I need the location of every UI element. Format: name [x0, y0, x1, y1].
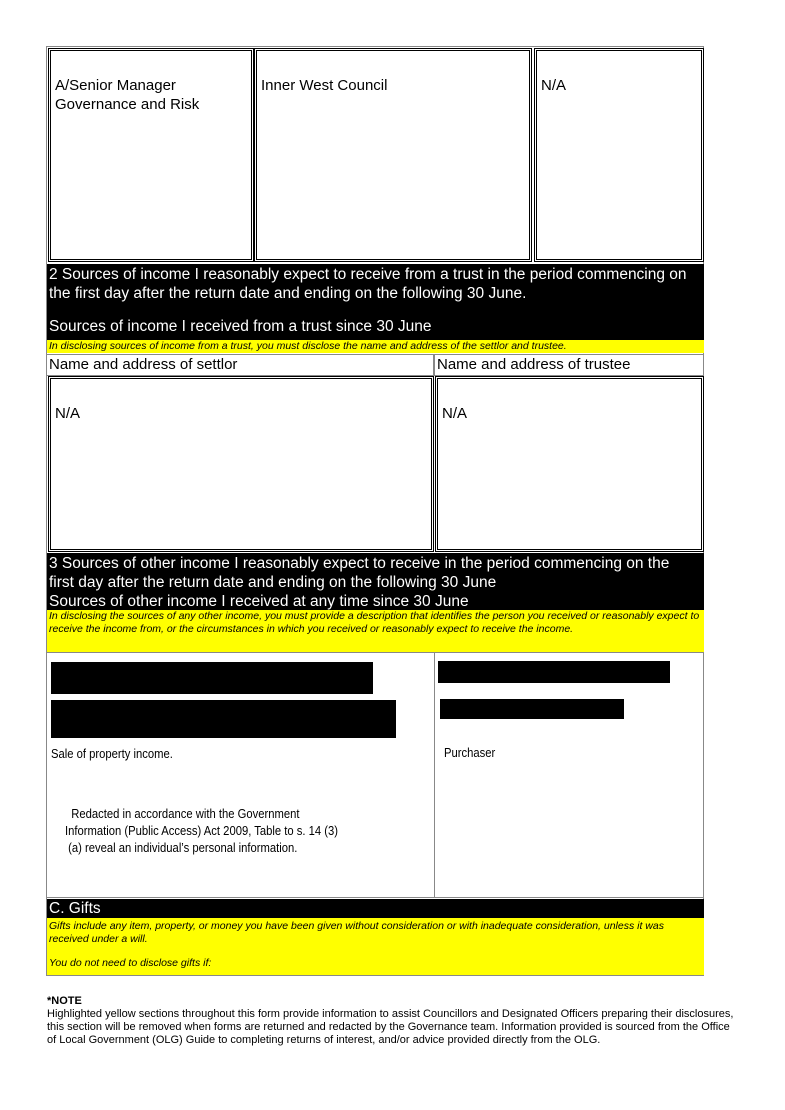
position-cell: [48, 48, 254, 262]
gifts-guidance: Gifts include any item, property, or money you have been given without consideration or with inadequate consideration, unless it was received under a will. You do not need to disclose gifts if:: [47, 918, 704, 975]
settlor-value: N/A: [55, 405, 81, 422]
section3-guidance: In disclosing the sources of any other income, you must provide a description that identifies the person you received or reasonably expect to receive the income from, or the circumstances in which you received or reasonably expect to receive the income.: [47, 610, 704, 652]
section2-heading-text: 2 Sources of income I reasonably expect to receive from a trust in the period commencing on the first day after the return date and ending on the following 30 June.: [49, 266, 687, 302]
gifts-heading: C. Gifts: [47, 899, 704, 918]
other-cell: [534, 48, 704, 262]
redaction-note: Redacted in accordance with the Government Information (Public Access) Act 2009, Table to s. 14 (3) (a) reveal an individual’s personal information.: [65, 807, 339, 855]
position-value: A/Senior Manager Governance and Risk: [55, 77, 200, 113]
section2-subheading: Sources of income I received from a trust since 30 June: [49, 318, 432, 335]
note-title: *NOTE: [47, 995, 82, 1007]
section2-heading: [47, 264, 704, 340]
settlor-value-cell: [48, 376, 434, 552]
other-value: N/A: [541, 77, 567, 94]
trustee-value: N/A: [442, 405, 468, 422]
income-source-label: Sale of property income.: [51, 747, 173, 761]
purchaser-label: Purchaser: [444, 746, 496, 760]
trustee-value-cell: [435, 376, 704, 552]
redaction-box: [440, 699, 624, 719]
settlor-column-header: Name and address of settlor: [46, 354, 434, 376]
council-value: Inner West Council: [261, 77, 388, 94]
section2-guidance: In disclosing sources of income from a trust, you must disclose the name and address of the settlor and trustee.: [47, 340, 704, 353]
note-block: [47, 995, 737, 1047]
trustee-column-header: Name and address of trustee: [434, 354, 704, 376]
note-body: Highlighted yellow sections throughout this form provide information to assist Councillors and Designated Officers preparing their disclosures, this section will be removed when forms are returned and redacted by the Governance team. Information provided is sourced from the Office of Local Government (OLG) Guide to completing returns of interest, and/or advice provided directly from the OLG.: [47, 1008, 734, 1046]
section3-column-divider: [434, 652, 435, 898]
redaction-box: [51, 700, 396, 738]
section3-heading: 3 Sources of other income I reasonably expect to receive in the period commencing on the first day after the return date and ending on the following 30 June Sources of other income I received at any time since 30 June: [47, 553, 704, 610]
redaction-box: [51, 662, 373, 694]
council-cell: [254, 48, 532, 262]
redaction-box: [438, 661, 670, 683]
